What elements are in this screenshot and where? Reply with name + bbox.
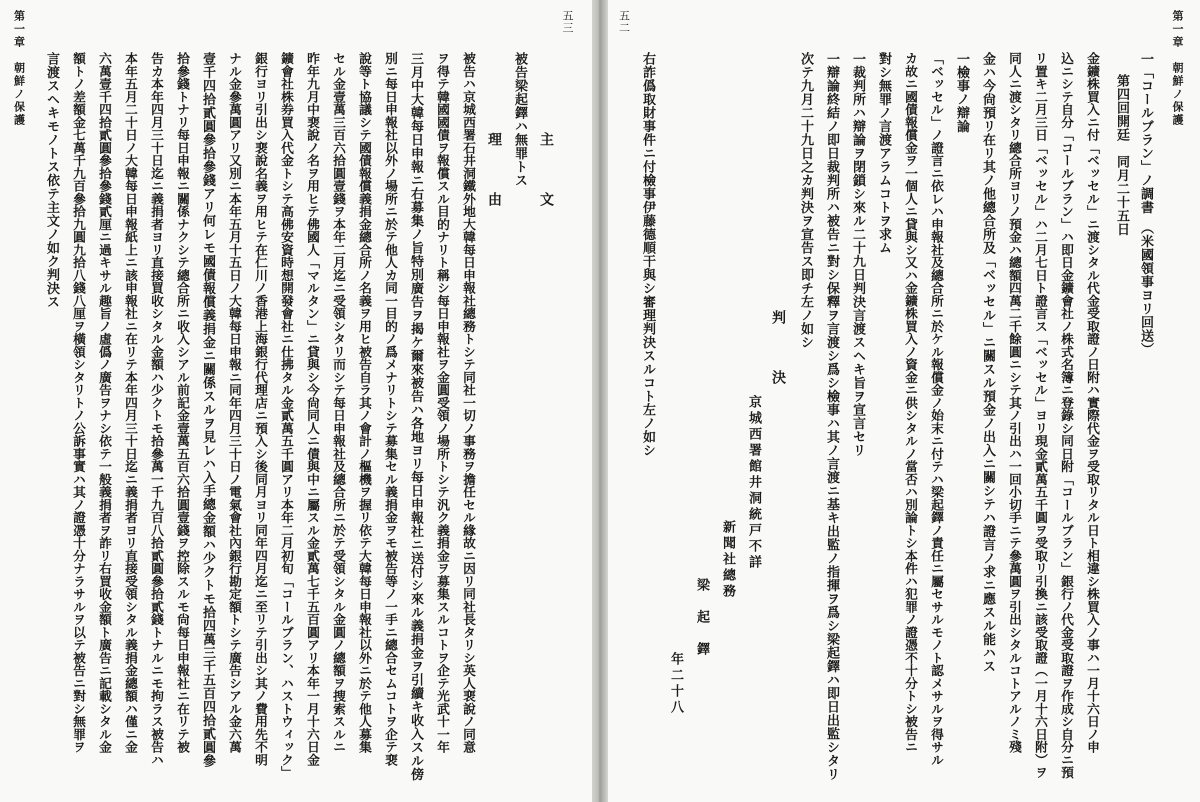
text-line: 次テ九月二十九日之カ判決ヲ宣告ス即チ左ノ如シ bbox=[798, 52, 813, 349]
text-line: 說等ト協議シテ國債報償義捐金總合所ノ名義ヲ用ヒ被告自ラ其ノ會計ノ樞機ヲ握リ依テ大韓每日申報社以外ニ於テ他人募集 bbox=[356, 52, 371, 754]
text-line: 金ハ今尙預リ在リ其ノ他總合所及「ベッセル」ニ關スル預金ノ出入ニ關シテハ證言ノ求ニ應スル能ハス bbox=[980, 52, 995, 673]
text-line: 言渡スヘキモノトス依テ主文ノ如ク判決ス bbox=[44, 52, 59, 309]
reason-title: 理 由 bbox=[486, 132, 502, 212]
text-line: 六萬壹千四拾貳圓參拾參錢貳厘ニ過キサル趣旨ノ虛僞ノ廣告ヲナシ依テ一般義捐者ヲ詐リ右買收金額ト廣告ニ記載シタル金 bbox=[96, 52, 111, 754]
text-line: 鑛會社株券買入代金トシテ高佛安資時想開發會社ニ仕拂タル金貳萬五千圓アリ本年二月初旬「コールブラン、ハストウィック」 bbox=[278, 52, 293, 779]
text-line: 右詐僞取財事件ニ付檢事伊藤德順干與シ審理判決スルコト左ノ如シ bbox=[640, 52, 655, 457]
text-line: 一辯論終結ノ即日裁判所ハ被告ニ對シ保釋ヲ言渡シ爲シ檢事ハ其ノ言渡ニ基キ出監ノ指揮ヲ爲シ梁起鐸ハ即日出監シタリ bbox=[824, 52, 839, 781]
left-page bbox=[0, 0, 592, 802]
text-line: 一裁判所ハ辯論ヲ閉鎖シ來ル二十九日判決言渡スヘキ旨ヲ宣言セリ bbox=[850, 52, 865, 457]
text-line: 銀行ヨリ引出シ裵說名義ヲ用ヒテ在仁川ノ香港上海銀行代理店ニ預入シ後同月ヨリ同年四月迄ニ至リテ引出シ其ノ費用先不明 bbox=[252, 52, 267, 766]
text-line: 被告ハ京城西署石井洞鐵外地大韓每日申報社總務トシテ同社一切ノ事務ヲ擔任セル緣故ニ因リ同社長タリシ英人裵說ノ同意 bbox=[460, 52, 475, 754]
text-line: 込ニシテ自分「コールブラン」ハ即日金鑛會社ノ株式名簿ニ登錄シ同日附「コールブラン」銀行ノ代金受取證ヲ作成シ自分ニ預 bbox=[1058, 52, 1073, 779]
text-line: セル金壹萬三百六拾圓壹錢ヲ本年二月迄ニ受領シタリ而シテ每日申報社及總合所ニ於テ受領シタル金圓ノ總額ヲ捜索スルニ bbox=[330, 52, 345, 754]
page-number-right: 五二 bbox=[617, 10, 631, 34]
text-line: 昨年九月中裵說ノ名ヲ用ヒテ佛國人「マルタン」ニ貸與シ今尙同人ニ債與中ニ屬スル金貳萬七千五百圓アリ本年一月十六日金 bbox=[304, 52, 319, 766]
page-number-left: 五三 bbox=[561, 10, 574, 34]
right-page bbox=[605, 0, 1200, 802]
defendant-address: 京城西署館井洞統戸不詳 bbox=[746, 395, 761, 571]
text-line: 對シ無罪ノ言渡アラムコトヲ求ム bbox=[876, 52, 891, 255]
running-head-right: 第一章 朝鮮ノ保護 bbox=[1171, 10, 1184, 127]
section-heading: 一檢事ノ辯論 bbox=[954, 52, 969, 133]
text-line: リ置キ二月三日「ベッセル」ハ二月七日ト證言ス「ベッセル」ヨリ現金貳萬五千圓ヲ受取リ引換ニ該受取證（一月十六日附）ヲ bbox=[1032, 52, 1047, 779]
text-line: ナル金參萬圓アリ又別ニ本年五月十五日ノ大韓每日申報ニ同年四月三十日ノ電氣會社內銀行勘定額トシテ廣告シアル金六萬 bbox=[226, 52, 241, 754]
text-line: カ故ニ國債報償金ヲ一個人ニ貸與シ又ハ金鑛株買入ノ資金ニ供シタルノ當否ハ別論トシ本件ハ犯罪ノ證憑不十分トシ被告ニ bbox=[902, 52, 917, 754]
text-line: 別ニ每日申報社以外ノ場所ニ於テ他人カ同一目的ノ爲メナリトシテ募集セル義捐金ヲモ被告等ノ一手ニ總合セムコトヲ企テ裵 bbox=[382, 52, 397, 766]
judgment-title: 判 決 bbox=[770, 310, 786, 390]
text-line: 額トノ差額金七萬千九百參拾九圓九拾八錢八厘ヲ橫領シタリトノ公訴事實ハ其ノ證憑十分ナラサルヲ以テ被告ニ對シ無罪ヲ bbox=[70, 52, 85, 754]
text-line: 三月中大韓每日申報ニ右募集ノ旨特別廣告ヲ揭ケ爾來被告ハ各地ヨリ每日申報社ニ送付シ來ル義捐金ヲ引續キ收入スル傍 bbox=[408, 52, 423, 781]
text-line: ヲ得テ韓國國債ヲ報償スル目的ナリト稱シ每日申報社ヲ金圓受領ノ場所トシテ汎ク義捐金ヲ募集スルコトヲ企テ光武十一年 bbox=[434, 52, 449, 754]
text-line: 一「コールブラン」ノ調書 （米國領事ヨリ回送） bbox=[1138, 52, 1153, 356]
text-line: 本年五月二十日ノ大韓每日申報紙上ニ該申報社ニ在リテ本年四月三十日迄ニ義捐者ヨリ直接受領シタル義捐金總額ハ僅ニ金 bbox=[122, 52, 137, 754]
book-gutter bbox=[590, 0, 608, 802]
text-line: 拾參錢トナリ每日申報ニ關係ナクシテ總合所ニ收入シアル前記金壹萬五百六拾圓壹錢ヲ控除スルモ尙每日申報社ニ在リテ被 bbox=[174, 52, 189, 754]
running-head-left: 第一章 朝鮮ノ保護 bbox=[12, 10, 26, 127]
defendant-name: 梁 起 鐸 bbox=[694, 578, 709, 658]
text-line: 第四回開廷 同月二十五日 bbox=[1114, 74, 1129, 236]
text-line: 金鑛株買入ニ付「ベッセル」ニ渡シタル代金受取證ノ日附ハ實際代金ヲ受取リタル日ト相違シ株買入ノ事ハ一月十六日ノ申 bbox=[1084, 52, 1099, 754]
text-line: 壹千四拾貳圓參拾參錢アリ何レモ國債報償義捐金ニ關係スルヲ見レハ入手總金額ハ少クトモ拾四萬三千五百四拾貳圓參 bbox=[200, 52, 215, 768]
text-line: 被告梁起鐸ハ無罪トス bbox=[512, 52, 527, 187]
main-text-title: 主 文 bbox=[538, 132, 554, 212]
defendant-occupation: 新聞社總務 bbox=[720, 520, 735, 600]
defendant-age: 年二十八 bbox=[668, 652, 683, 716]
text-line: 「ベッセル」ノ證言ニ依レハ申報社及總合所ニ於ケル報償金ノ始末ニ付テハ梁起鐸ノ責任ニ屬セサルモノト認メサルヲ得サル bbox=[928, 52, 943, 766]
text-line: 告カ本年四月三十日迄ニ義捐者ヨリ直接買收シタル金額ハ少クトモ拾參萬一千九百八拾貳圓參拾貳錢トナルニモ拘ラス被告ハ bbox=[148, 52, 163, 766]
text-line: 同人ニ渡シタリ總合所ヨリノ預金ハ總額四萬二千餘圓ニシテ其ノ引出ハ一回小切手ニテ參萬圓ヲ引出シタルコトアルノミ殘 bbox=[1006, 52, 1021, 754]
